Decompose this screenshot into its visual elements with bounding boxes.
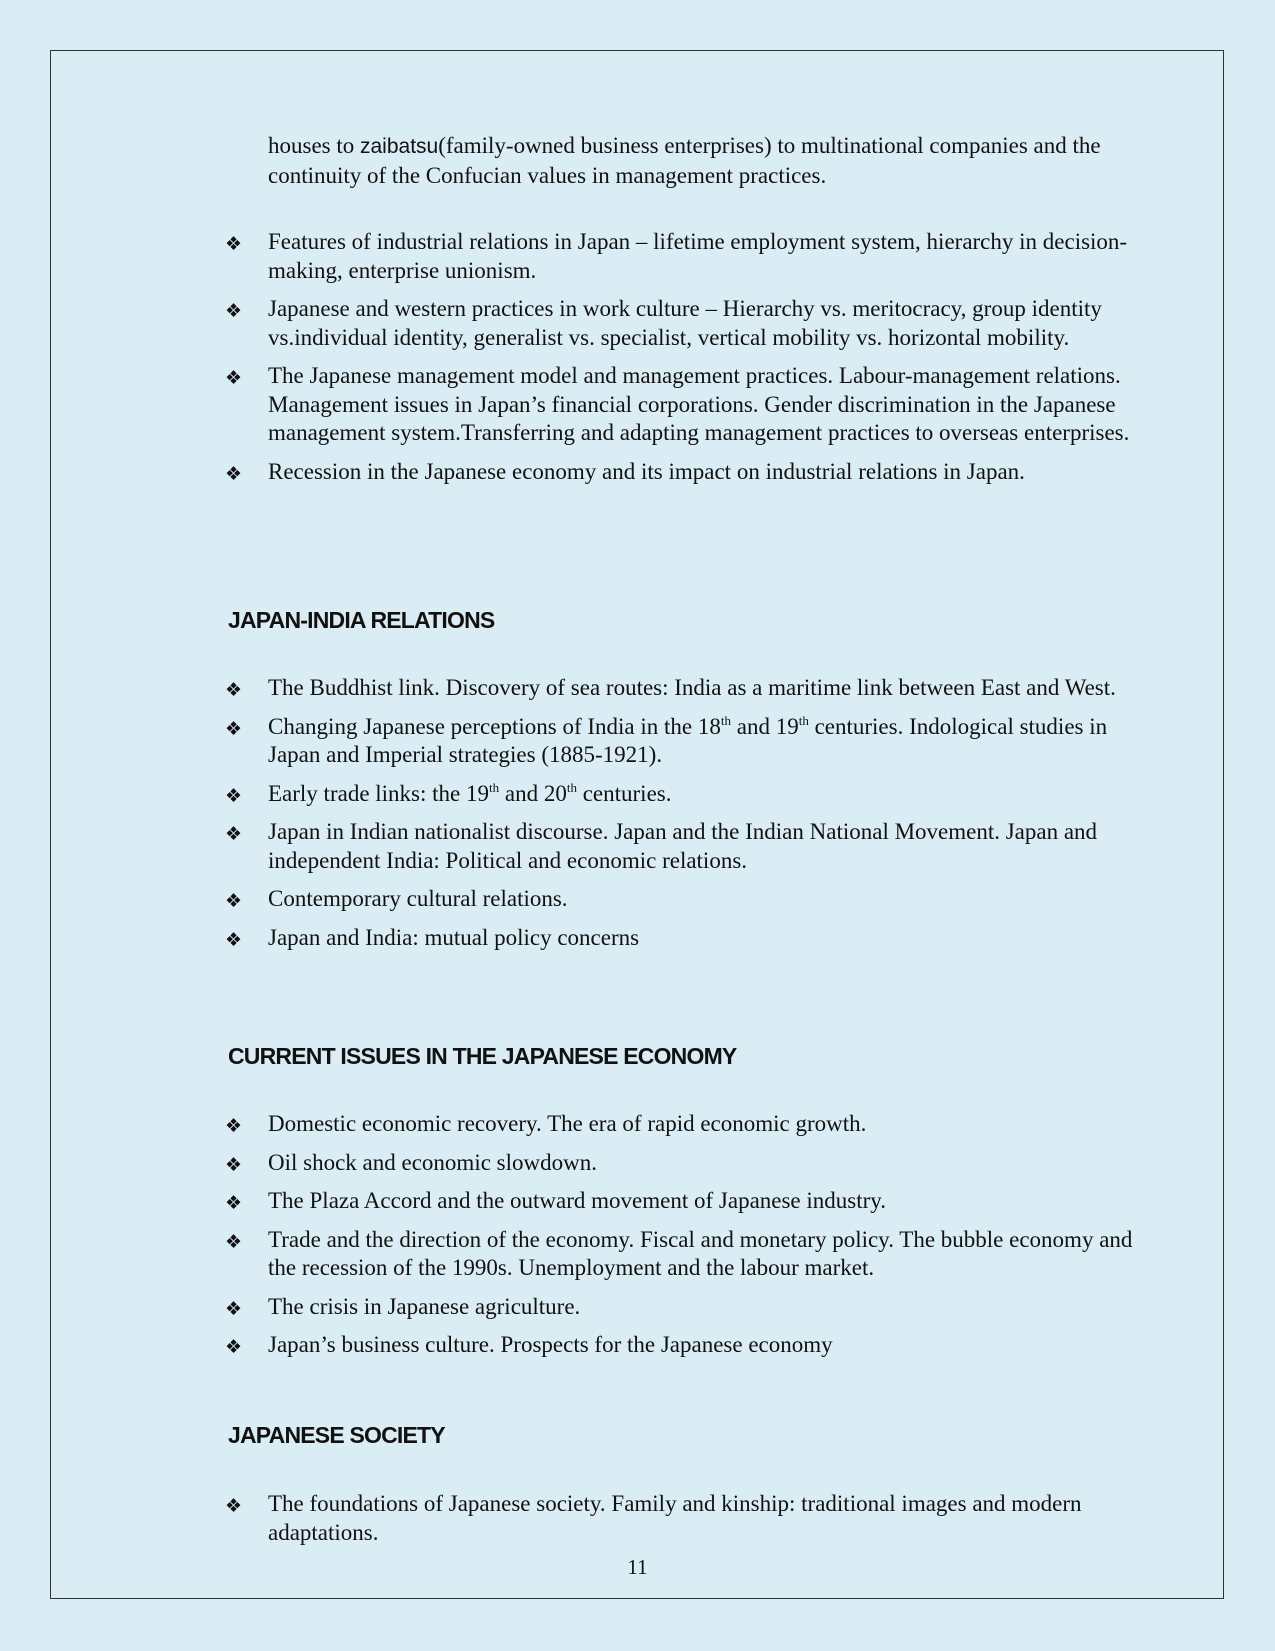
list-item-text: Oil shock and economic slowdown.	[268, 1149, 597, 1175]
bullet-icon: ❖	[225, 1230, 243, 1253]
bullet-icon: ❖	[225, 367, 243, 389]
list-item-text: Domestic economic recovery. The era of rapid economic growth.	[268, 1111, 867, 1136]
section-heading-economy: CURRENT ISSUES IN THE JAPANESE ECONOMY	[228, 1043, 737, 1069]
list-item-text: Features of industrial relations in Japan – lifetime employment system, hierarchy in decision-making, enterprise unionism.	[268, 229, 1128, 283]
list-item-text: Japan in Indian nationalist discourse. Japan and the Indian National Movement. Japan and independent India: Political and economic relations.	[268, 819, 1098, 873]
bullet-icon: ❖	[225, 1115, 243, 1137]
bullet-icon: ❖	[225, 462, 243, 485]
economy-bullet-list	[0, 1110, 1275, 1370]
superscript: th	[566, 779, 577, 795]
list-item	[0, 228, 1138, 285]
list-item-text: Trade and the direction of the economy. Fiscal and monetary policy. The bubble economy and the recession of the 1990s. Unemployment and the labour market.	[268, 1226, 1133, 1280]
list-item-text: The crisis in Japanese agriculture.	[268, 1293, 581, 1319]
section-heading-society: JAPANESE SOCIETY	[228, 1422, 445, 1448]
list-item-text: Changing Japanese perceptions of India in the 18	[268, 713, 721, 739]
list-item	[0, 1110, 1138, 1139]
intro-bullet-list	[0, 228, 1275, 496]
list-item-text: Recession in the Japanese economy and its impact on industrial relations in Japan.	[268, 458, 1025, 484]
list-item-text: and 20	[499, 780, 567, 806]
bullet-icon: ❖	[225, 1495, 243, 1517]
section-heading-japan-india: JAPAN-INDIA RELATIONS	[228, 607, 495, 633]
superscript: th	[798, 712, 809, 728]
bullet-icon: ❖	[225, 784, 243, 807]
society-bullet-list	[0, 1490, 1275, 1557]
list-item	[0, 1226, 1138, 1283]
bullet-icon: ❖	[225, 717, 243, 740]
list-item-text: centuries. Indological studies in Japan and Imperial strategies (1885-1921).	[268, 713, 1108, 767]
list-item-text: Japan’s business culture. Prospects for the Japanese economy	[268, 1332, 833, 1357]
continuation-text-post: (family-owned business enterprises) to multinational companies and the continuity of the Confucian values in management practices.	[268, 133, 1101, 188]
list-item	[0, 1293, 1138, 1322]
list-item	[0, 674, 1138, 703]
superscript: th	[489, 779, 500, 795]
list-item-text: Early trade links: the 19	[268, 780, 489, 806]
bullet-icon: ❖	[225, 300, 243, 322]
continuation-text-pre: houses to	[268, 133, 360, 158]
list-item	[0, 1149, 1138, 1178]
list-item	[0, 1331, 1138, 1360]
japan-india-bullet-list	[0, 674, 1275, 962]
bullet-icon: ❖	[225, 1336, 243, 1358]
list-item-text: Japanese and western practices in work culture – Hierarchy vs. meritocracy, group identity vs.individual identity, generalist vs. specialist, vertical mobility vs. horizontal mobility.	[268, 296, 1102, 350]
bullet-icon: ❖	[225, 1192, 243, 1214]
list-item-text: centuries.	[576, 780, 672, 806]
list-item-text: The foundations of Japanese society. Family and kinship: traditional images and modern adaptations.	[268, 1491, 1082, 1545]
list-item-text: The Plaza Accord and the outward movement of Japanese industry.	[268, 1188, 887, 1213]
superscript: th	[720, 712, 731, 728]
list-item	[0, 780, 1138, 809]
list-item-text: Japan and India: mutual policy concerns	[268, 924, 640, 950]
page-number: 11	[627, 1555, 648, 1579]
bullet-icon: ❖	[225, 928, 243, 951]
list-item-text: The Japanese management model and management practices. Labour-management relations. Management issues in Japan’s financial corporations. Gender discrimination in the Japanese management system.Transferring and adapting management practices to overseas enterprises.	[268, 363, 1130, 445]
list-item	[0, 818, 1138, 875]
bullet-icon: ❖	[225, 823, 243, 845]
list-item-text: The Buddhist link. Discovery of sea routes: India as a maritime link between East and West.	[268, 675, 1116, 700]
list-item	[0, 713, 1138, 770]
list-item	[0, 458, 1138, 487]
list-item	[0, 295, 1138, 352]
list-item-text: and 19	[730, 713, 799, 739]
bullet-icon: ❖	[225, 1153, 243, 1176]
list-item	[0, 362, 1138, 448]
zaibatsu-term: zaibatsu	[360, 135, 439, 158]
list-item	[0, 924, 1138, 953]
bullet-icon: ❖	[225, 679, 243, 701]
bullet-icon: ❖	[225, 890, 243, 912]
list-item	[0, 1187, 1138, 1216]
bullet-icon: ❖	[225, 1297, 243, 1320]
bullet-icon: ❖	[225, 233, 243, 255]
list-item	[0, 1490, 1138, 1547]
list-item-text: Contemporary cultural relations.	[268, 886, 568, 911]
continuation-paragraph	[268, 132, 1128, 190]
list-item	[0, 885, 1138, 914]
